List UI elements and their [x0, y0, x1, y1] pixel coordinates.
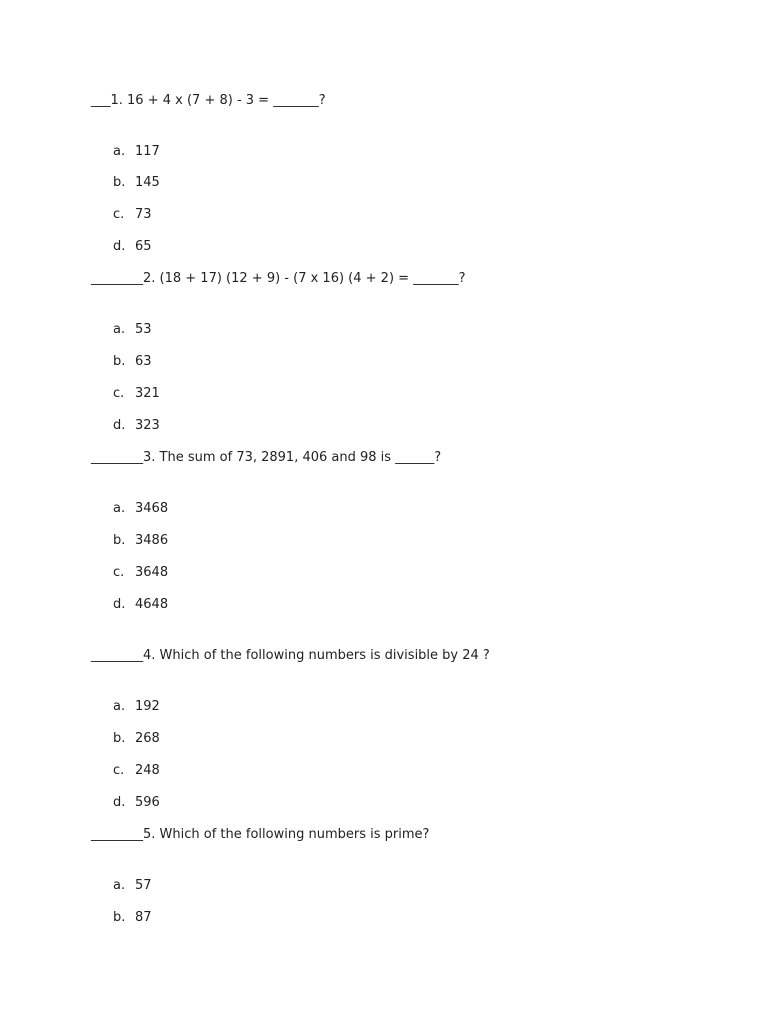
question-3: ________3. The sum of 73, 2891, 406 and 98 is ______? — [91, 450, 442, 465]
question-4: ________4. Which of the following numbers is divisible by 24 ? — [91, 648, 490, 663]
option-value: 145 — [135, 175, 160, 190]
option-letter: b. — [113, 175, 126, 190]
option-1c — [113, 207, 152, 223]
option-letter: a. — [113, 699, 126, 714]
option-letter: c. — [113, 386, 125, 401]
option-letter: d. — [113, 597, 126, 612]
option-5a — [113, 878, 152, 894]
option-4d — [113, 795, 160, 811]
option-letter: a. — [113, 878, 126, 893]
option-1a — [113, 144, 160, 160]
question-5: ________5. Which of the following numbers is prime? — [91, 827, 430, 842]
option-value: 321 — [135, 386, 160, 401]
option-letter: a. — [113, 322, 126, 337]
option-letter: d. — [113, 239, 126, 254]
option-value: 248 — [135, 763, 160, 778]
option-value: 57 — [135, 878, 152, 893]
option-value: 63 — [135, 354, 152, 369]
option-3d — [113, 597, 168, 613]
option-2c — [113, 386, 160, 402]
option-letter: a. — [113, 144, 126, 159]
question-2: ________2. (18 + 17) (12 + 9) - (7 x 16) (4 + 2) = _______? — [91, 271, 466, 286]
option-1b — [113, 175, 160, 191]
option-2a — [113, 322, 152, 338]
option-letter: b. — [113, 354, 126, 369]
option-value: 3468 — [135, 501, 169, 516]
option-value: 87 — [135, 910, 152, 925]
option-letter: b. — [113, 731, 126, 746]
option-value: 4648 — [135, 597, 169, 612]
option-value: 73 — [135, 207, 152, 222]
option-value: 3486 — [135, 533, 169, 548]
option-letter: a. — [113, 501, 126, 516]
option-value: 117 — [135, 144, 160, 159]
option-letter: d. — [113, 418, 126, 433]
option-value: 596 — [135, 795, 160, 810]
option-value: 268 — [135, 731, 160, 746]
option-value: 323 — [135, 418, 160, 433]
option-2b — [113, 354, 152, 370]
option-letter: b. — [113, 533, 126, 548]
option-4c — [113, 763, 160, 779]
option-2d — [113, 418, 160, 434]
option-value: 65 — [135, 239, 152, 254]
option-letter: c. — [113, 207, 125, 222]
option-3a — [113, 501, 168, 517]
question-1: ___1. 16 + 4 x (7 + 8) - 3 = _______? — [91, 93, 326, 108]
option-letter: c. — [113, 763, 125, 778]
option-4a — [113, 699, 160, 715]
option-3c — [113, 565, 168, 581]
option-value: 192 — [135, 699, 160, 714]
option-letter: d. — [113, 795, 126, 810]
option-value: 3648 — [135, 565, 169, 580]
option-3b — [113, 533, 168, 549]
option-1d — [113, 239, 152, 255]
option-value: 53 — [135, 322, 152, 337]
option-letter: b. — [113, 910, 126, 925]
option-letter: c. — [113, 565, 125, 580]
option-5b — [113, 910, 152, 926]
option-4b — [113, 731, 160, 747]
